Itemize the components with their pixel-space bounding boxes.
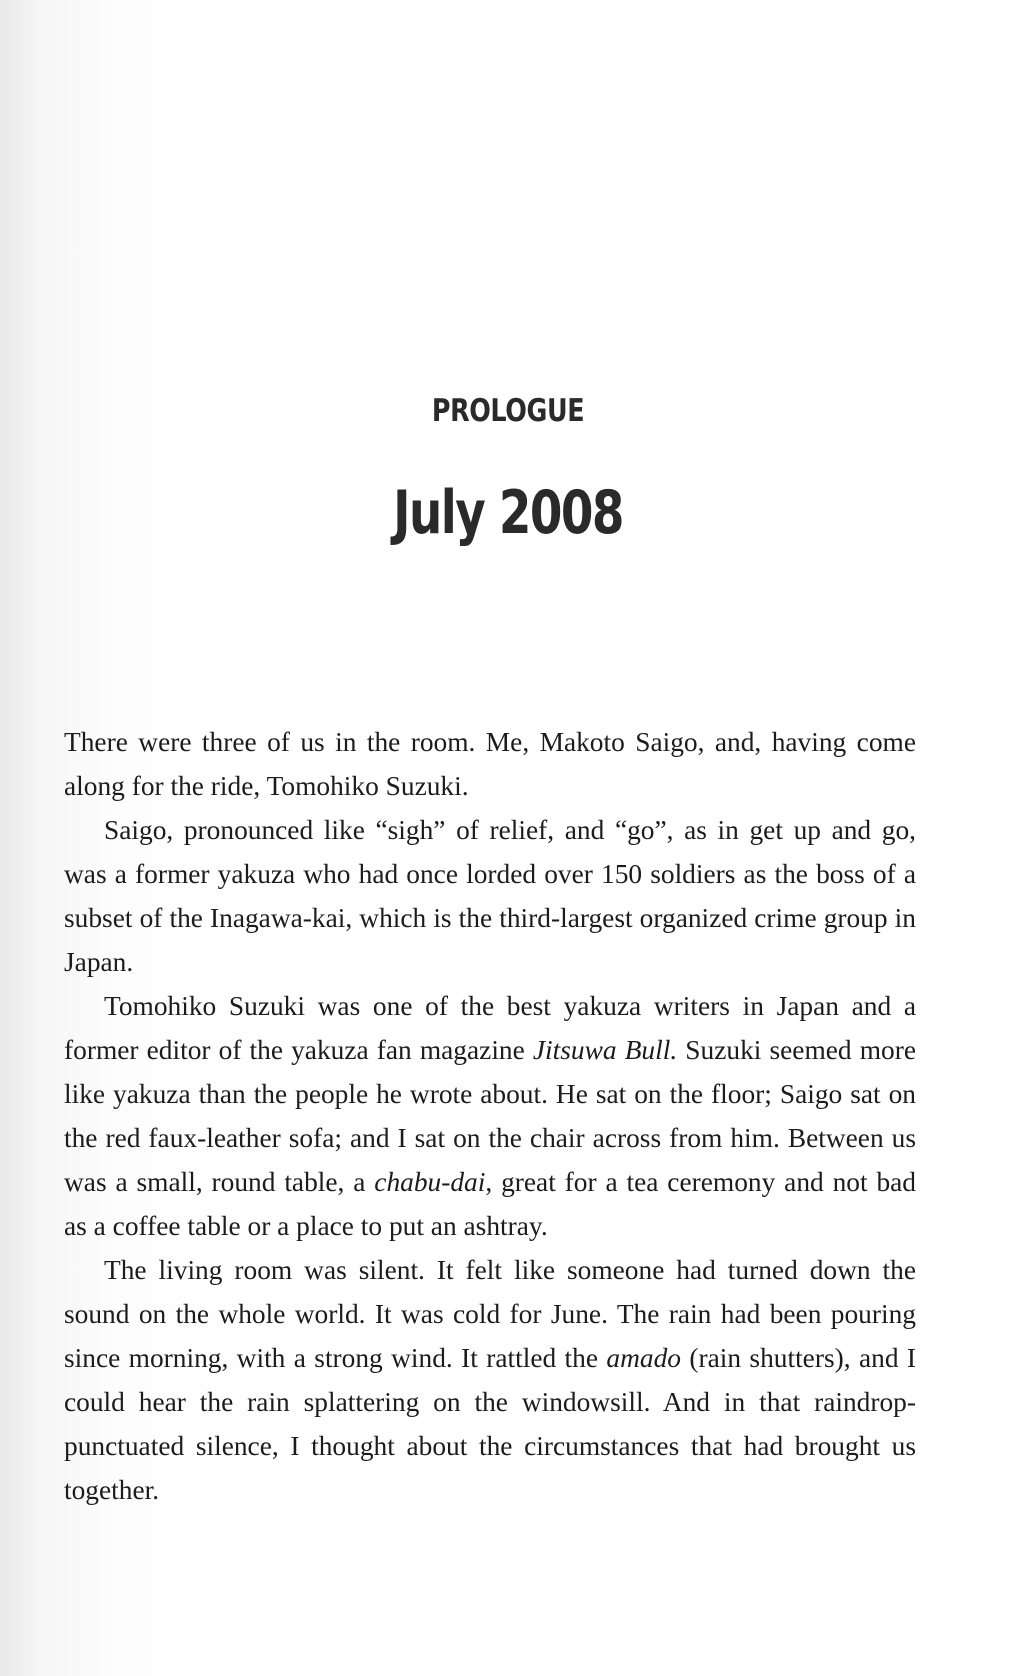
paragraph-4	[64, 1248, 916, 1512]
paragraph-3	[64, 984, 916, 1248]
text-segment: Tomohiko Suzuki was one of the best yakuza writers in Japan and a former editor of the yakuza fan magazine	[64, 991, 916, 1065]
text-segment: (rain shutters), and I could hear the rain splattering on the windowsill. And in that raindrop-punctuated silence, I thought about the circumstances that had brought us together.	[64, 1343, 917, 1505]
text-segment: , great for a tea ceremony and not bad as a coffee table or a place to put an ashtray.	[64, 1167, 916, 1241]
italic-term: chabu-dai	[374, 1167, 486, 1197]
text-segment: The living room was silent. It felt like someone had turned down the sound on the whole world. It was cold for June. The rain had been pouring since morning, with a strong wind. It rattled the	[64, 1255, 916, 1373]
text-segment: There were three of us in the room. Me, Makoto Saigo, and, having come along for the ride, Tomohiko Suzuki.	[64, 727, 916, 801]
chapter-label: PROLOGUE	[431, 393, 585, 429]
text-segment: Saigo, pronounced like “sigh” of relief, and “go”, as in get up and go, was a former yakuza who had once lorded over 150 soldiers as the boss of a subset of the Inagawa-kai, which is the third-largest organized crime group in Japan.	[64, 815, 916, 977]
chapter-title: July 2008	[393, 478, 623, 548]
italic-term: amado	[606, 1343, 681, 1373]
paragraph-2	[64, 808, 916, 984]
paragraph-1	[64, 720, 916, 808]
body-text	[64, 720, 916, 1512]
magazine-title: Jitsuwa Bull.	[532, 1035, 678, 1065]
text-segment: Suzuki seemed more like yakuza than the people he wrote about. He sat on the floor; Saigo sat on the red faux-leather sofa; and I sat on the chair across from him. Between us was a small, round table, a	[64, 1035, 916, 1197]
